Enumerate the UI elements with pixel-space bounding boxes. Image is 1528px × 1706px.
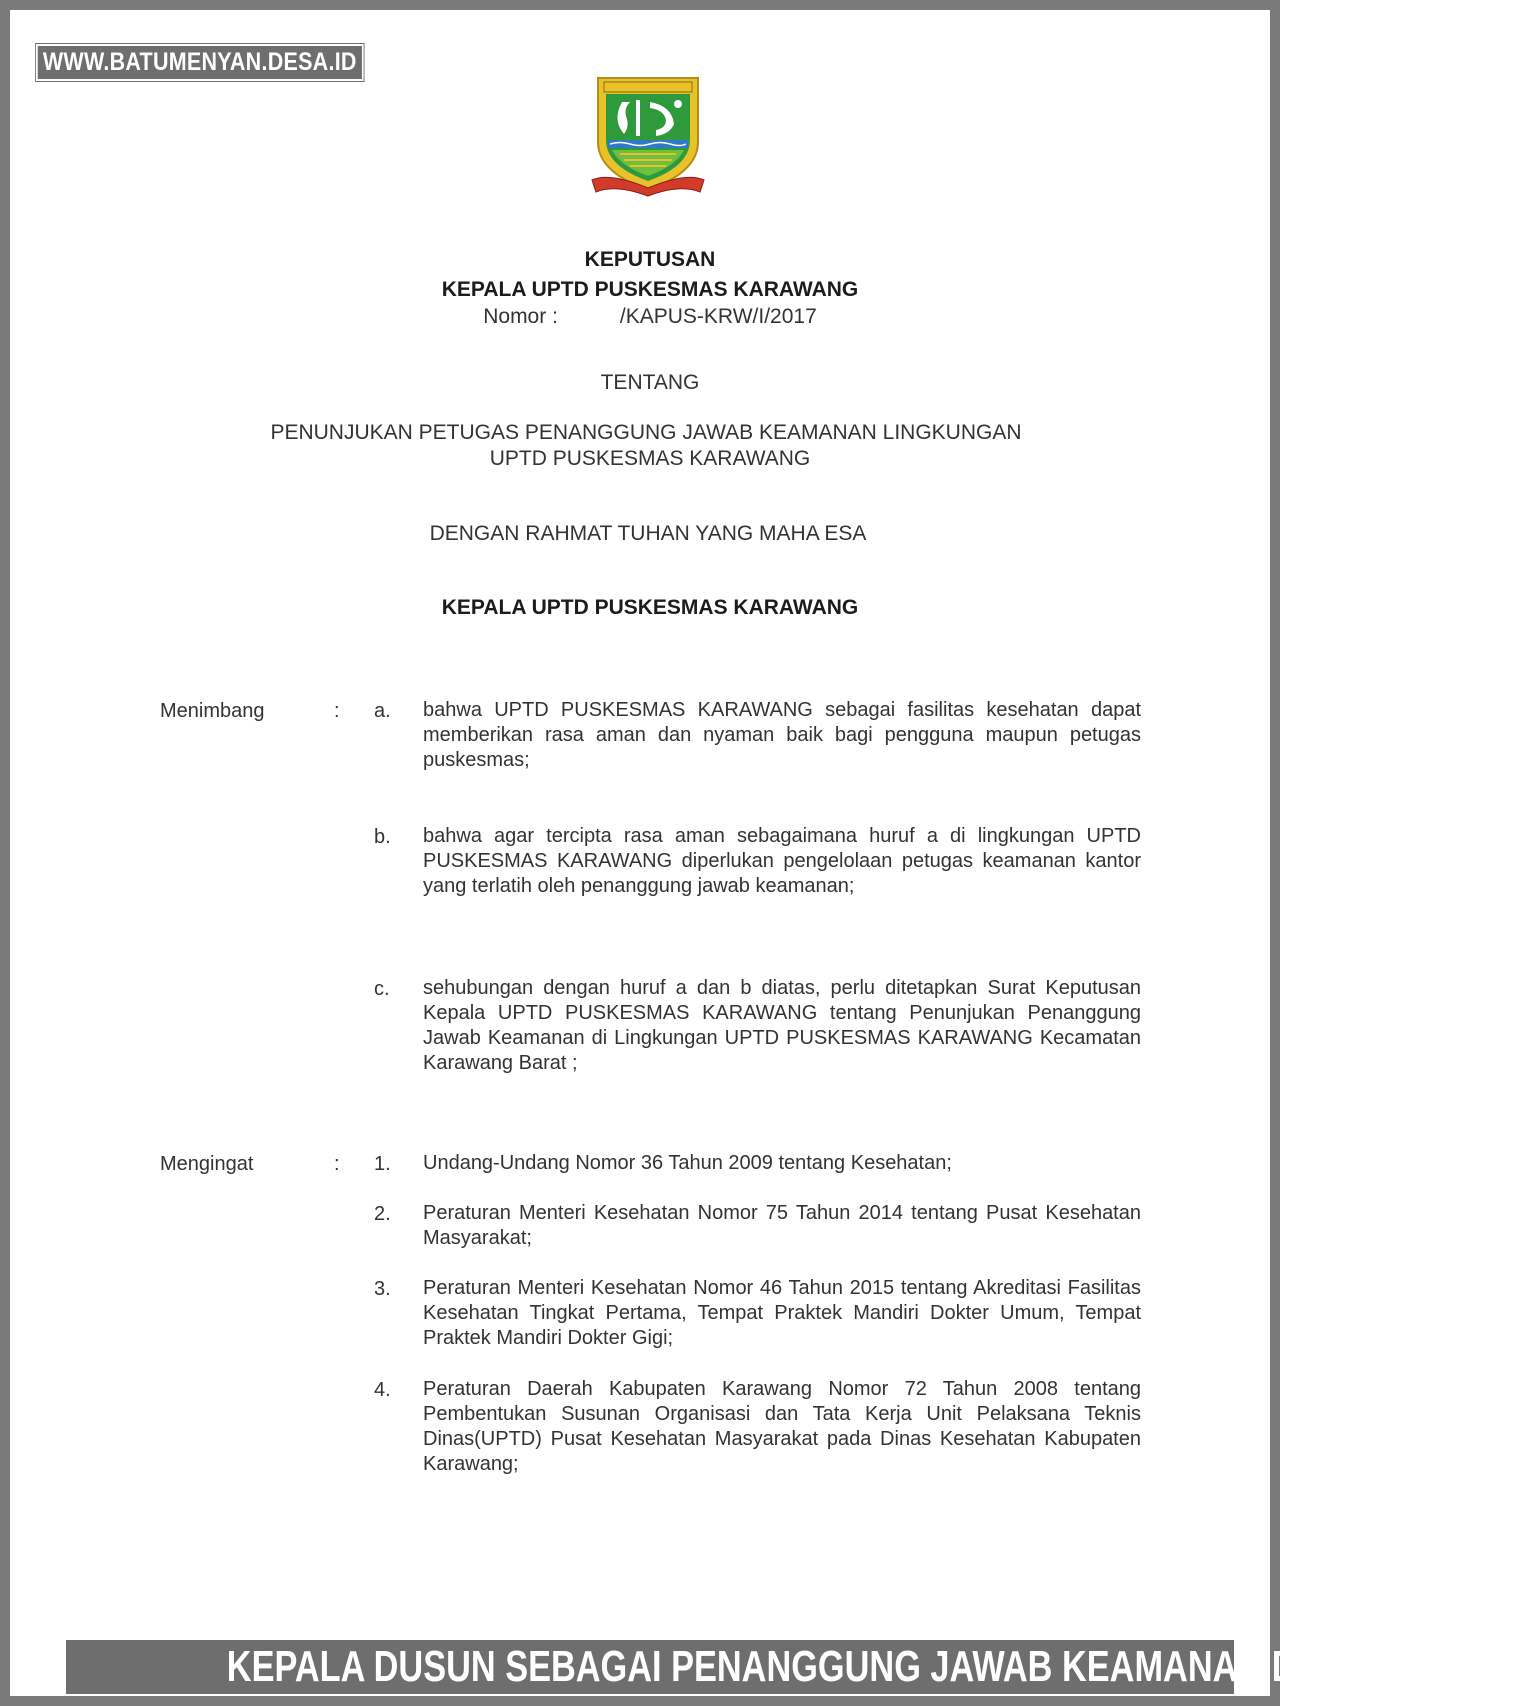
caption-banner — [66, 1640, 1368, 1694]
menimbang-item-text: bahwa agar tercipta rasa aman sebagaimana huruf a di lingkungan UPTD PUSKESMAS KARAWANG diperlukan pengelolaan petugas keamanan kantor yang terlatih oleh penanggung jawab keamanan; — [423, 825, 1141, 897]
mengingat-item-marker: 1. — [374, 1153, 391, 1175]
rahmat-line: DENGAN RAHMAT TUHAN YANG MAHA ESA — [429, 522, 867, 545]
decree-number — [10, 305, 1290, 329]
mengingat-item-marker: 2. — [374, 1203, 391, 1225]
menimbang-item-marker: b. — [374, 826, 391, 848]
menimbang-item-text: bahwa UPTD PUSKESMAS KARAWANG sebagai fasilitas kesehatan dapat memberikan rasa aman dan nyaman baik bagi pengguna maupun petugas puskesmas; — [423, 699, 1141, 771]
mengingat-item-text: Peraturan Menteri Kesehatan Nomor 46 Tahun 2015 tentang Akreditasi Fasilitas Kesehatan Tingkat Pertama, Tempat Praktek Mandiri Dokter Umum, Tempat Praktek Mandiri Dokter Gigi; — [423, 1277, 1141, 1349]
menimbang-item-marker: a. — [374, 700, 391, 722]
kabupaten-karawang-seal-icon — [590, 72, 706, 200]
mengingat-item-text: Peraturan Menteri Kesehatan Nomor 75 Tahun 2014 tentang Pusat Kesehatan Masyarakat; — [423, 1202, 1141, 1249]
authority-heading: KEPALA UPTD PUSKESMAS KARAWANG — [441, 596, 859, 619]
decree-number-value: /KAPUS-KRW/I/2017 — [619, 305, 817, 328]
decree-subtitle: KEPALA UPTD PUSKESMAS KARAWANG — [441, 278, 859, 301]
menimbang-item-text: sehubungan dengan huruf a dan b diatas, perlu ditetapkan Surat Keputusan Kepala UPTD PUSKESMAS KARAWANG tentang Penunjukan Penanggung Jawab Keamanan di Lingkungan UPTD PUSKESMAS KARAWANG Kecamatan Karawang Barat ; — [423, 977, 1141, 1074]
mengingat-item-marker: 3. — [374, 1278, 391, 1300]
menimbang-label: Menimbang — [160, 700, 265, 722]
decree-title: KEPUTUSAN — [584, 248, 716, 271]
subject-line-2: UPTD PUSKESMAS KARAWANG — [489, 447, 811, 470]
mengingat-colon: : — [334, 1153, 340, 1175]
subject-line-1: PENUNJUKAN PETUGAS PENANGGUNG JAWAB KEAMANAN LINGKUNGAN — [270, 421, 1022, 444]
site-watermark[interactable]: WWW.BATUMENYAN.DESA.ID — [36, 44, 364, 81]
mengingat-item-text: Undang-Undang Nomor 36 Tahun 2009 tentang Kesehatan; — [423, 1152, 952, 1174]
menimbang-colon: : — [334, 700, 340, 722]
tentang-heading: TENTANG — [600, 371, 700, 394]
caption-banner-text: KEPALA DUSUN SEBAGAI PENANGGUNG JAWAB KEAMANAN DESA — [226, 1642, 1368, 1691]
mengingat-item-marker: 4. — [374, 1379, 391, 1401]
menimbang-item-marker: c. — [374, 978, 390, 1000]
mengingat-label: Mengingat — [160, 1153, 254, 1175]
decree-number-label: Nomor : — [483, 305, 558, 328]
mengingat-item-text: Peraturan Daerah Kabupaten Karawang Nomor 72 Tahun 2008 tentang Pembentukan Susunan Organisasi dan Tata Kerja Unit Pelaksana Teknis Dinas(UPTD) Pusat Kesehatan Masyarakat pada Dinas Kesehatan Kabupaten Karawang; — [423, 1378, 1141, 1475]
